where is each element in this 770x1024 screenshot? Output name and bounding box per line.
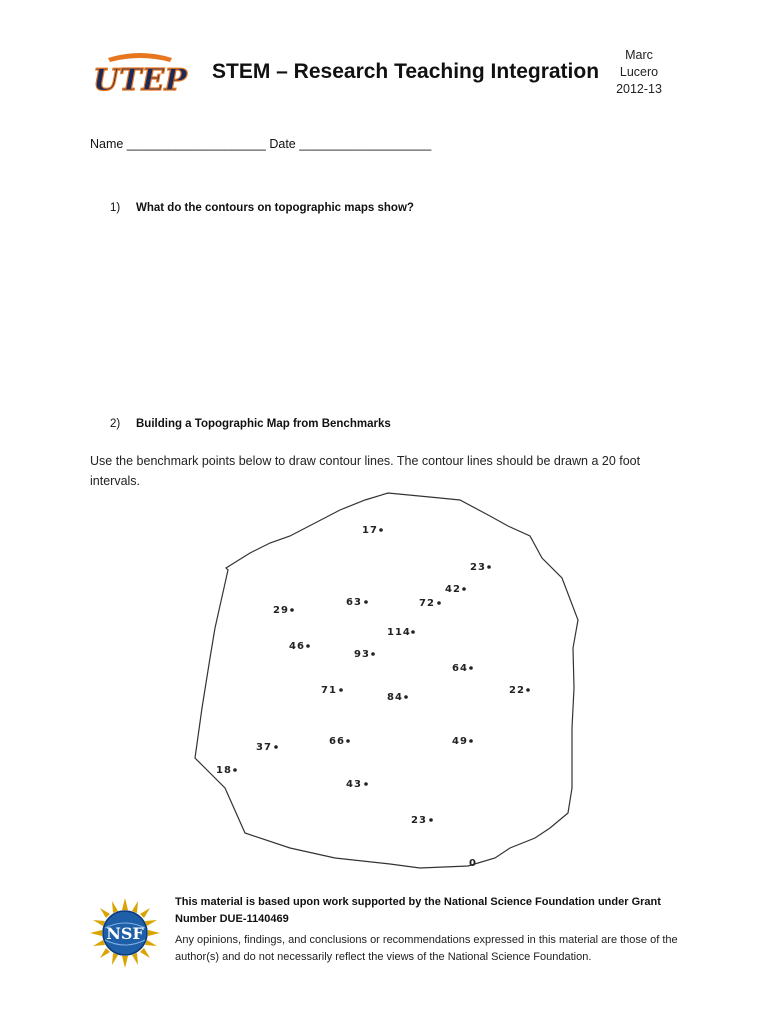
name-label: Name <box>90 137 124 151</box>
date-label: Date <box>269 137 296 151</box>
nsf-logo-text: NSF <box>106 924 144 943</box>
grant-statement: This material is based upon work supported by the National Science Foundation under Grant Number DUE-1140469 <box>175 896 661 925</box>
benchmark <box>362 525 383 536</box>
benchmark <box>256 742 278 753</box>
name-blank[interactable]: ____________________ <box>126 137 266 151</box>
benchmark <box>419 598 441 609</box>
benchmark <box>411 815 433 826</box>
disclaimer: Any opinions, findings, and conclusions or recommendations expressed in this material are those of the author(s) and do not necessarily reflect the views of the National Science Foundation. <box>175 934 678 963</box>
question-2-text: Building a Topographic Map from Benchmarks <box>136 418 391 430</box>
utep-logo-text: UTEP <box>93 63 187 98</box>
benchmark-label: 37 <box>256 742 272 753</box>
benchmark <box>329 736 350 747</box>
footer <box>175 894 680 966</box>
benchmark-label: 0 <box>469 858 477 869</box>
benchmark-label: 43 <box>346 779 362 790</box>
benchmark <box>346 779 368 790</box>
question-1-text: What do the contours on topographic maps show? <box>136 202 414 214</box>
question-2 <box>110 418 391 430</box>
benchmark <box>273 605 294 616</box>
benchmark-label: 29 <box>273 605 289 616</box>
utep-logo <box>93 50 187 100</box>
map-boundary <box>195 493 578 868</box>
author-year: 2012-13 <box>616 82 662 96</box>
benchmark-label: 23 <box>470 562 486 573</box>
instructions: Use the benchmark points below to draw contour lines. The contour lines should be drawn a 20 foot intervals. <box>90 454 641 488</box>
benchmark-label: 17 <box>362 525 378 536</box>
date-blank[interactable]: ___________________ <box>299 137 432 151</box>
benchmark-label: 72 <box>419 598 435 609</box>
benchmark-label: 71 <box>321 685 337 696</box>
benchmark <box>445 584 466 595</box>
question-1-number: 1) <box>110 202 121 214</box>
benchmark <box>289 641 310 652</box>
benchmark <box>387 692 408 703</box>
benchmark-label: 66 <box>329 736 345 747</box>
benchmark-label: 114 <box>387 627 411 638</box>
question-1 <box>110 202 414 214</box>
page-title: STEM – Research Teaching Integration <box>212 60 600 83</box>
benchmark-label: 23 <box>411 815 427 826</box>
name-date-line <box>90 137 431 151</box>
benchmark <box>387 627 415 638</box>
author-first-name: Marc <box>625 48 653 62</box>
benchmark-label: 93 <box>354 649 370 660</box>
benchmark-label: 46 <box>289 641 305 652</box>
benchmark-label: 64 <box>452 663 468 674</box>
benchmark-label: 49 <box>452 736 468 747</box>
benchmark <box>346 597 368 608</box>
author-last-name: Lucero <box>619 65 659 79</box>
benchmark <box>509 685 530 696</box>
benchmark <box>470 562 491 573</box>
benchmark <box>354 649 375 660</box>
nsf-logo <box>90 898 160 968</box>
benchmark-label: 22 <box>509 685 525 696</box>
benchmark-map <box>190 488 590 873</box>
benchmark-label: 63 <box>346 597 362 608</box>
benchmark <box>469 858 477 869</box>
benchmark <box>321 685 343 696</box>
author-block <box>604 47 674 98</box>
benchmark <box>452 663 473 674</box>
benchmark-label: 18 <box>216 765 232 776</box>
benchmark-label: 42 <box>445 584 461 595</box>
benchmark <box>452 736 473 747</box>
benchmark <box>216 765 237 776</box>
question-2-number: 2) <box>110 418 121 430</box>
benchmark-label: 84 <box>387 692 403 703</box>
